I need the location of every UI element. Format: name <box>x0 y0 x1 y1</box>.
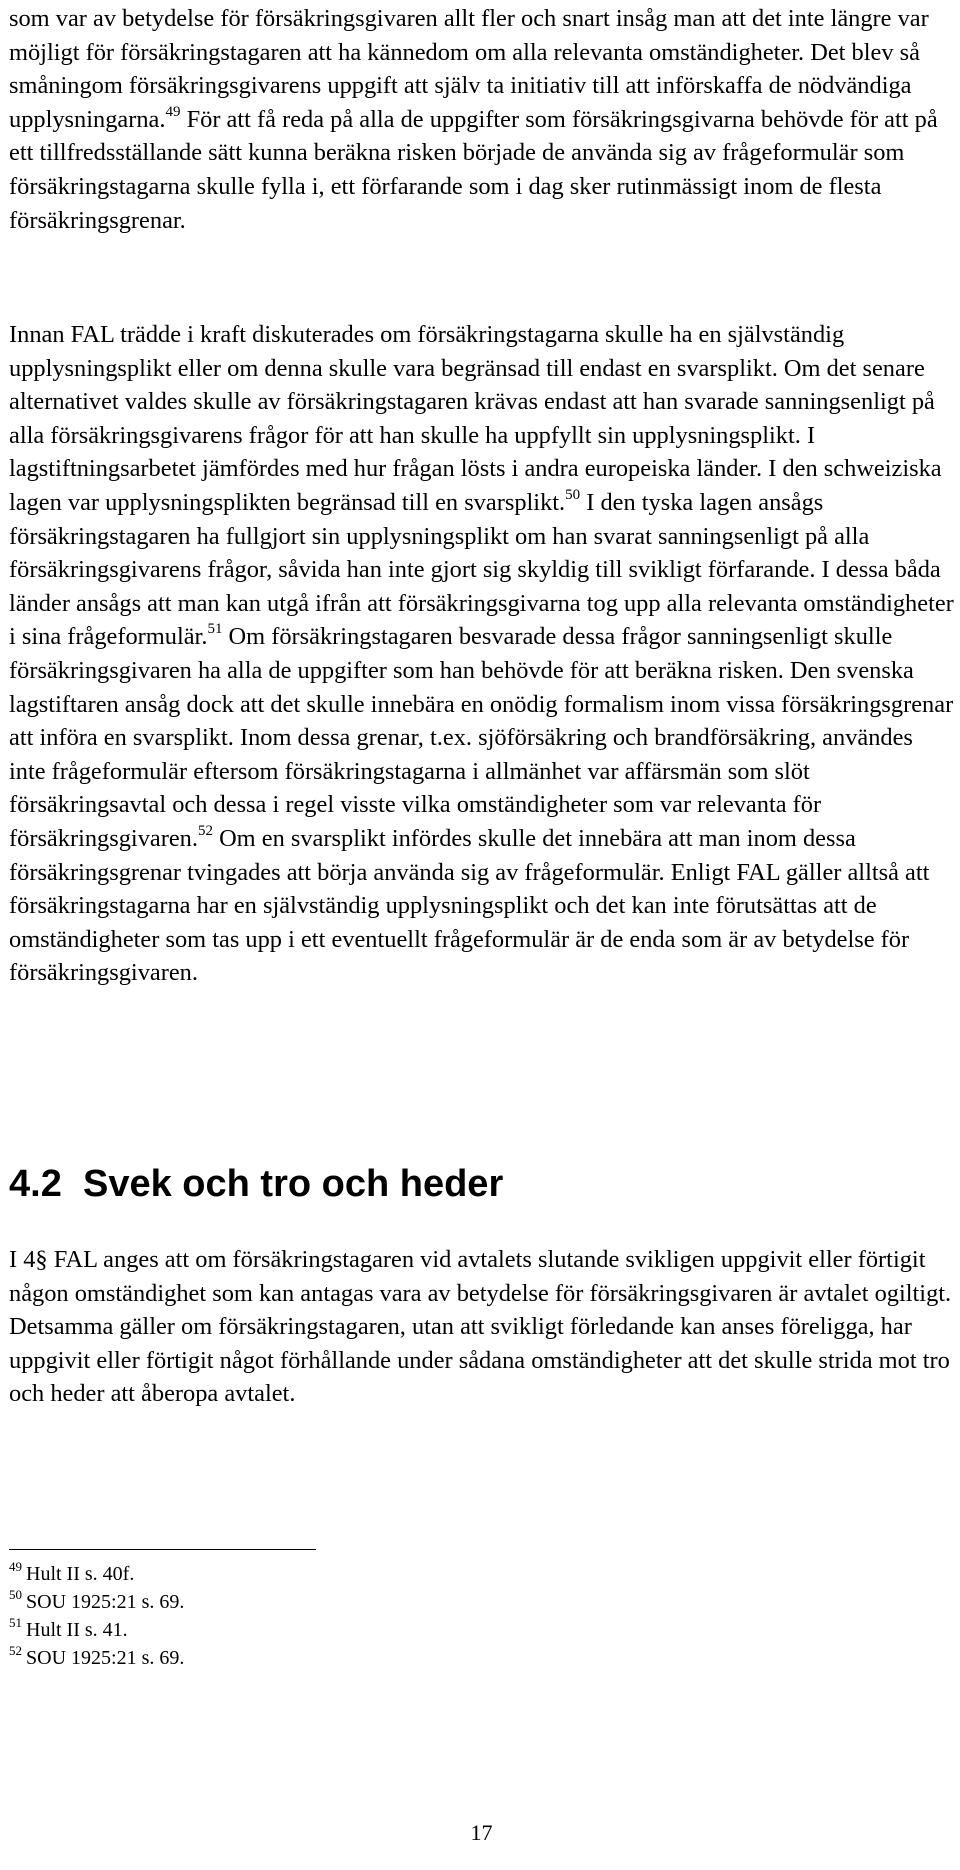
footnote-ref-49[interactable]: 49 <box>165 103 181 120</box>
section-heading <box>9 1162 503 1206</box>
paragraph-text: Om försäkringstagaren besvarade dessa frågor sanningsenligt skulle försäkringsgivaren ha alla de uppgifter som han behövde för att beräkna risken. Den svenska lagstiftaren ansåg dock att det skulle innebära en onödig formalism inom vissa försäkringsgrenar att införa en svarsplikt. Inom dessa grenar, t.ex. sjöförsäkring och brandförsäkring, användes inte frågeformulär eftersom försäkringstagarna i allmänhet var affärsmän som slöt försäkringsavtal och dessa i regel visste vilka omständigheter som var relevanta för försäkringsgivaren. <box>9 623 954 852</box>
body-paragraph-3: I 4§ FAL anges att om försäkringstagaren vid avtalets slutande svikligen uppgivit eller förtigit någon omständighet som kan antagas vara av betydelse för försäkringsgivaren är avtalet ogiltigt. Detsamma gäller om försäkringstagaren, utan att svikligt förledande kan anses föreligga, har uppgivit eller förtigit något förhållande under sådana omständigheter att det skulle strida mot tro och heder att åberopa avtalet. <box>9 1246 952 1408</box>
section-title: Svek och tro och heder <box>83 1163 504 1205</box>
footnote-separator <box>9 1549 316 1550</box>
footnote-text: Hult II s. 41. <box>26 1619 128 1641</box>
footnote-51 <box>9 1616 609 1644</box>
paragraph-text: För att få reda på alla de uppgifter som försäkringsgivarna behövde för att på ett tillfredsställande sätt kunna beräkna risken började de använda sig av frågeformulär som försäkringstagarna skulle fylla i, ett förfarande som i dag sker rutinmässigt inom de flesta försäkringsgrenar. <box>9 105 938 234</box>
section-number: 4.2 <box>9 1163 62 1205</box>
paragraph-text: som var av betydelse för försäkringsgivaren allt fler och snart insåg man att det inte längre var möjligt för försäkringstagaren att ha kännedom om alla relevanta omständigheter. Det blev så småningom försäkringsgivarens uppgift att själv ta initiativ till att införskaffa de nödvändiga upplysningarna. <box>9 5 929 133</box>
footnote-text: Hult II s. 40f. <box>26 1563 135 1585</box>
footnote-52 <box>9 1644 609 1672</box>
paragraph-text: Innan FAL trädde i kraft diskuterades om försäkringstagarna skulle ha en självständig upplysningsplikt eller om denna skulle vara begränsad till endast en svarsplikt. Om det senare alternativet valdes skulle av försäkringstagaren krävas endast att han svarade sanningsenligt på alla försäkringsgivarens frågor för att han skulle ha uppfyllt sin upplysningsplikt. I lagstiftningsarbetet jämfördes med hur frågan lösts i andra europeiska länder. I den schweiziska lagen var upplysningsplikten begränsad till en svarsplikt. <box>9 321 942 516</box>
footnotes <box>9 1560 609 1672</box>
footnote-text: SOU 1925:21 s. 69. <box>26 1647 185 1669</box>
footnote-49 <box>9 1560 609 1588</box>
footnote-50 <box>9 1588 609 1616</box>
paragraph-text: I den tyska lagen ansågs försäkringstagaren ha fullgjort sin upplysningsplikt om han svarat sanningsenligt på alla försäkringsgivarens frågor, såvida han inte gjort sig skyldig till svikligt förfarande. I dessa båda länder ansågs att man kan utgå ifrån att försäkringsgivarna tog upp alla relevanta omständigheter i sina frågeformulär. <box>9 488 954 651</box>
footnote-ref-50[interactable]: 50 <box>565 486 581 503</box>
page-number: 17 <box>470 1820 493 1845</box>
footnote-ref-51[interactable]: 51 <box>207 621 223 638</box>
footnote-number: 49 <box>9 1559 22 1575</box>
body-paragraph-1 <box>9 2 954 237</box>
body-paragraph-2 <box>9 318 954 990</box>
footnote-number: 52 <box>9 1643 22 1659</box>
footnote-number: 50 <box>9 1587 22 1603</box>
footnote-number: 51 <box>9 1615 22 1631</box>
paragraph-text: Om en svarsplikt infördes skulle det innebära att man inom dessa försäkringsgrenar tvingades att börja använda sig av frågeformulär. Enligt FAL gäller alltså att försäkringstagarna har en självständig upplysningsplikt och det kan inte förutsättas att de omständigheter som tas upp i ett eventuellt frågeformulär är de enda som är av betydelse för försäkringsgivaren. <box>9 824 930 987</box>
footnote-text: SOU 1925:21 s. 69. <box>26 1591 185 1613</box>
footnote-ref-52[interactable]: 52 <box>197 822 213 839</box>
